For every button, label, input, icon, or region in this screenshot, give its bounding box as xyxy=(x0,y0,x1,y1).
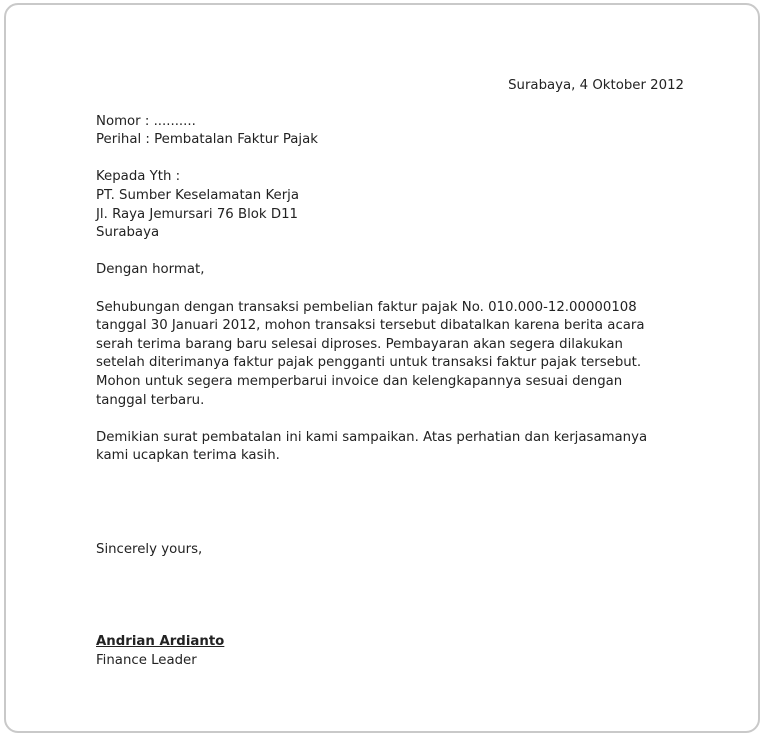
body-paragraph-2 xyxy=(96,429,686,466)
letter-content xyxy=(96,77,686,671)
body-paragraph-line: kami ucapkan terima kasih. xyxy=(96,448,280,464)
recipient-salutation: Kepada Yth : xyxy=(96,169,181,185)
body-paragraph-line: Sehubungan dengan transaksi pembelian faktur pajak No. 010.000-12.00000108 xyxy=(96,299,637,315)
reference-subject: Perihal : Pembatalan Faktur Pajak xyxy=(96,132,318,148)
reference-number: Nomor : .......... xyxy=(96,113,196,129)
signer-name: Andrian Ardianto xyxy=(96,634,225,650)
signer-title: Finance Leader xyxy=(96,653,197,669)
recipient-city: Surabaya xyxy=(96,225,160,241)
letter-page xyxy=(4,3,760,733)
letter-date: Surabaya, 4 Oktober 2012 xyxy=(508,78,684,93)
recipient-block xyxy=(96,168,686,242)
recipient-address: Jl. Raya Jemursari 76 Blok D11 xyxy=(96,206,299,222)
reference-block xyxy=(96,113,686,150)
closing-phrase: Sincerely yours, xyxy=(96,541,203,557)
body-paragraph-line: Demikian surat pembatalan ini kami sampaikan. Atas perhatian dan kerjasamanya xyxy=(96,429,648,445)
body-paragraph-line: Mohon untuk segera memperbarui invoice dan kelengkapannya sesuai dengan xyxy=(96,373,623,389)
recipient-company: PT. Sumber Keselamatan Kerja xyxy=(96,187,300,203)
body-paragraph-1 xyxy=(96,299,686,411)
body-paragraph-line: setelah diterimanya faktur pajak pengganti untuk transaksi faktur pajak tersebut. xyxy=(96,355,642,371)
greeting: Dengan hormat, xyxy=(96,262,205,278)
body-paragraph-line: tanggal terbaru. xyxy=(96,392,205,408)
body-paragraph-line: serah terima barang baru selesai diproses. Pembayaran akan segera dilakukan xyxy=(96,336,623,352)
body-paragraph-line: tanggal 30 Januari 2012, mohon transaksi tersebut dibatalkan karena berita acara xyxy=(96,318,645,334)
